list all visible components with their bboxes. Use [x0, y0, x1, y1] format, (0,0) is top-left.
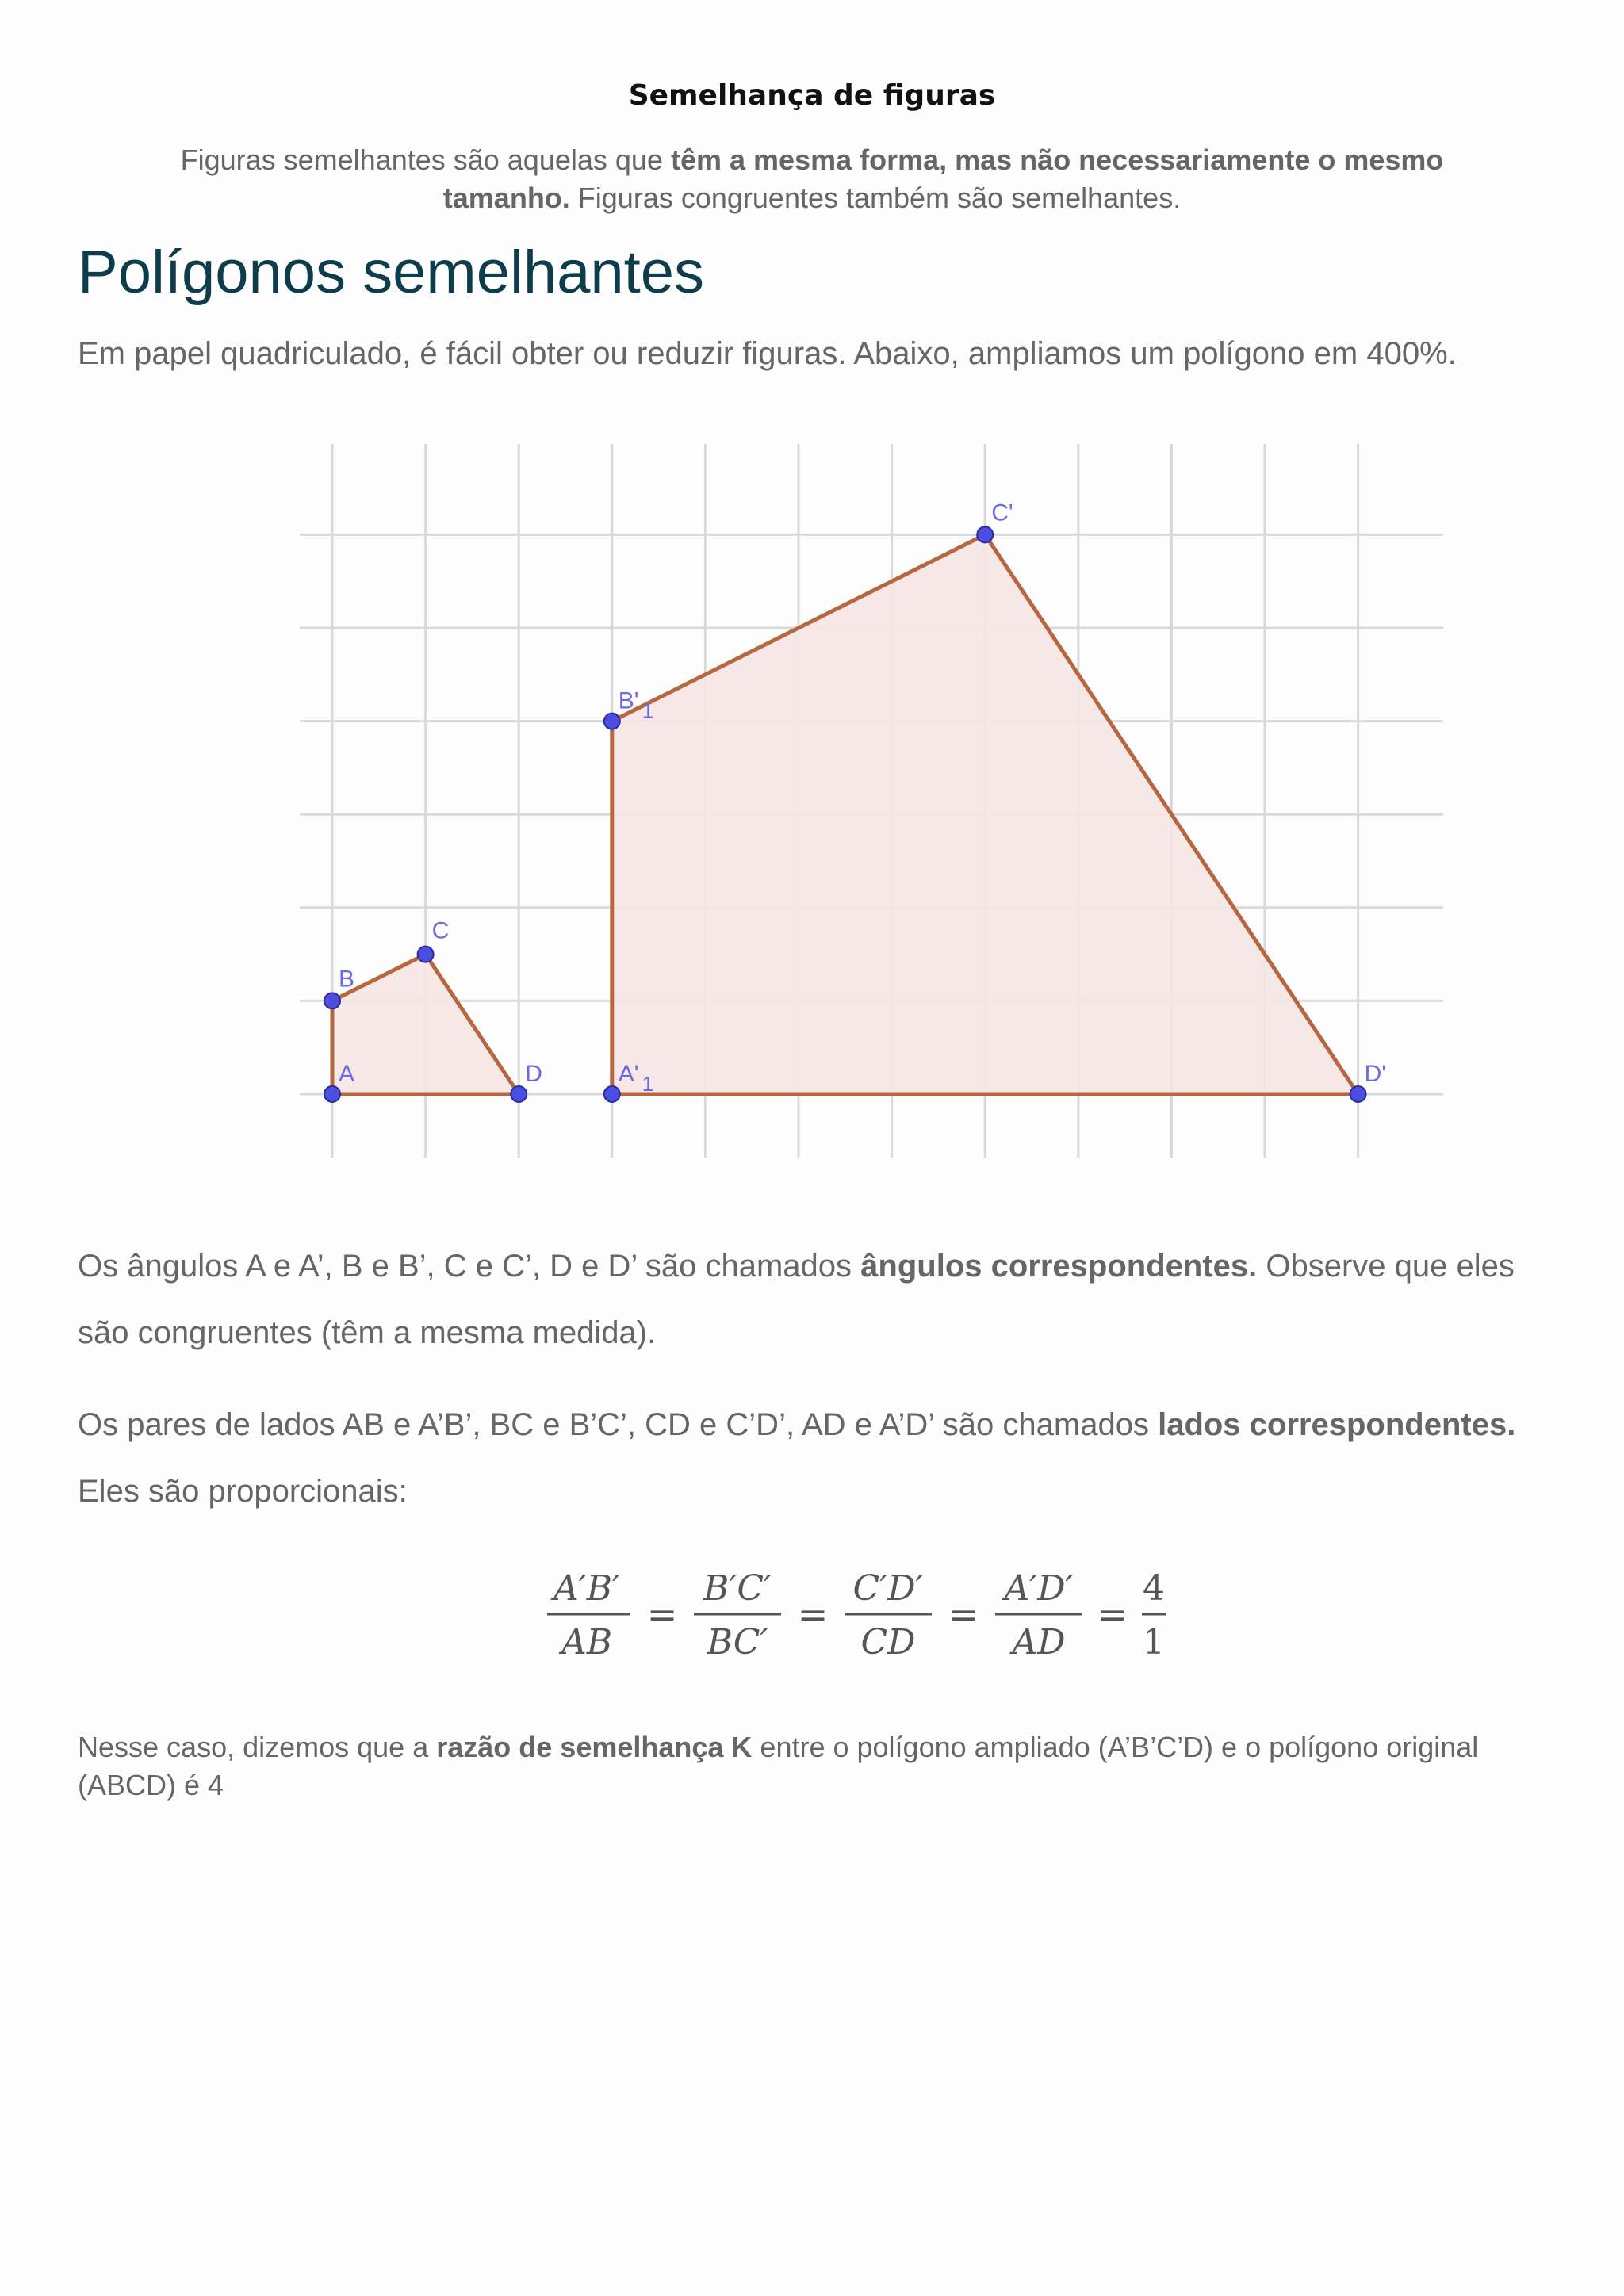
document-title: Semelhança de figuras — [628, 79, 996, 112]
vertex-label: C' — [991, 499, 1013, 526]
equals-sign: = — [948, 1593, 979, 1636]
closing-text-end: entre o polígono ampliado (A’B’C’D) e o polígono original (ABCD) é 4 — [78, 1731, 1479, 1801]
intro-paragraph — [119, 141, 1505, 217]
vertex-label: B' — [618, 687, 639, 714]
fraction-denominator: 1 — [1143, 1622, 1165, 1663]
fraction-numerator: 4 — [1143, 1568, 1165, 1609]
section-heading: Polígonos semelhantes — [78, 239, 705, 306]
angles-paragraph — [78, 1233, 1553, 1366]
equals-sign: = — [1097, 1593, 1128, 1636]
vertex-point — [604, 714, 620, 729]
vertex-label-subscript: 1 — [642, 698, 654, 723]
similar-polygons-figure — [293, 428, 1451, 1173]
fraction-denominator: AD — [1012, 1622, 1066, 1663]
angles-text-start: Os ângulos A e A’, B e B’, C e C’, D e D’ são chamados — [78, 1249, 861, 1284]
sides-text-start: Os pares de lados AB e A’B’, BC e B’C’, CD e C’D’, AD e A’D’ são chamados — [78, 1407, 1159, 1442]
closing-bold-text: razão de semelhança K — [436, 1731, 753, 1763]
proportion-formula — [547, 1560, 1182, 1671]
angles-text-end: Observe que eles são congruentes (têm a mesma medida). — [78, 1249, 1515, 1350]
vertex-label: D — [525, 1061, 542, 1087]
fraction-numerator: B′C′ — [703, 1568, 772, 1609]
angles-bold-text: ângulos correspondentes. — [860, 1249, 1258, 1284]
vertex-label-subscript: 1 — [642, 1072, 654, 1096]
vertex-point — [418, 947, 434, 962]
vertex-label: C — [431, 917, 450, 944]
equals-sign: = — [646, 1593, 678, 1636]
vertex-point — [324, 1086, 340, 1102]
fraction-denominator: AB — [561, 1622, 613, 1663]
fraction-denominator: CD — [860, 1622, 916, 1663]
vertex-label: A' — [618, 1061, 639, 1087]
vertex-point — [977, 526, 993, 542]
sides-text-end: Eles são proporcionais: — [78, 1474, 408, 1509]
vertex-point — [1350, 1086, 1366, 1102]
intro-text-end: Figuras congruentes também são semelhantes. — [569, 182, 1182, 214]
vertex-point — [324, 993, 340, 1008]
vertex-label: B — [339, 966, 355, 993]
sides-bold-text: lados correspondentes. — [1158, 1407, 1516, 1442]
equals-sign: = — [797, 1593, 829, 1636]
section-lead: Em papel quadriculado, é fácil obter ou reduzir figuras. Abaixo, ampliamos um polígono em 400%. — [78, 336, 1457, 371]
vertex-point — [511, 1086, 527, 1102]
intro-text-start: Figuras semelhantes são aquelas que — [180, 144, 671, 176]
vertex-point — [604, 1086, 620, 1102]
vertex-label: A — [339, 1061, 355, 1087]
small-polygon — [332, 955, 519, 1094]
fraction-numerator: C′D′ — [852, 1568, 924, 1609]
fraction-denominator: BC′ — [707, 1622, 768, 1663]
closing-paragraph — [78, 1728, 1553, 1804]
closing-text-start: Nesse caso, dizemos que a — [78, 1731, 437, 1763]
sides-paragraph — [78, 1391, 1553, 1525]
intro-bold-text: têm a mesma forma, mas não necessariamente o mesmo tamanho. — [442, 144, 1444, 214]
vertex-label: D' — [1364, 1061, 1387, 1087]
fraction-numerator: A′D′ — [1004, 1568, 1074, 1609]
fraction-numerator: A′B′ — [553, 1568, 621, 1609]
